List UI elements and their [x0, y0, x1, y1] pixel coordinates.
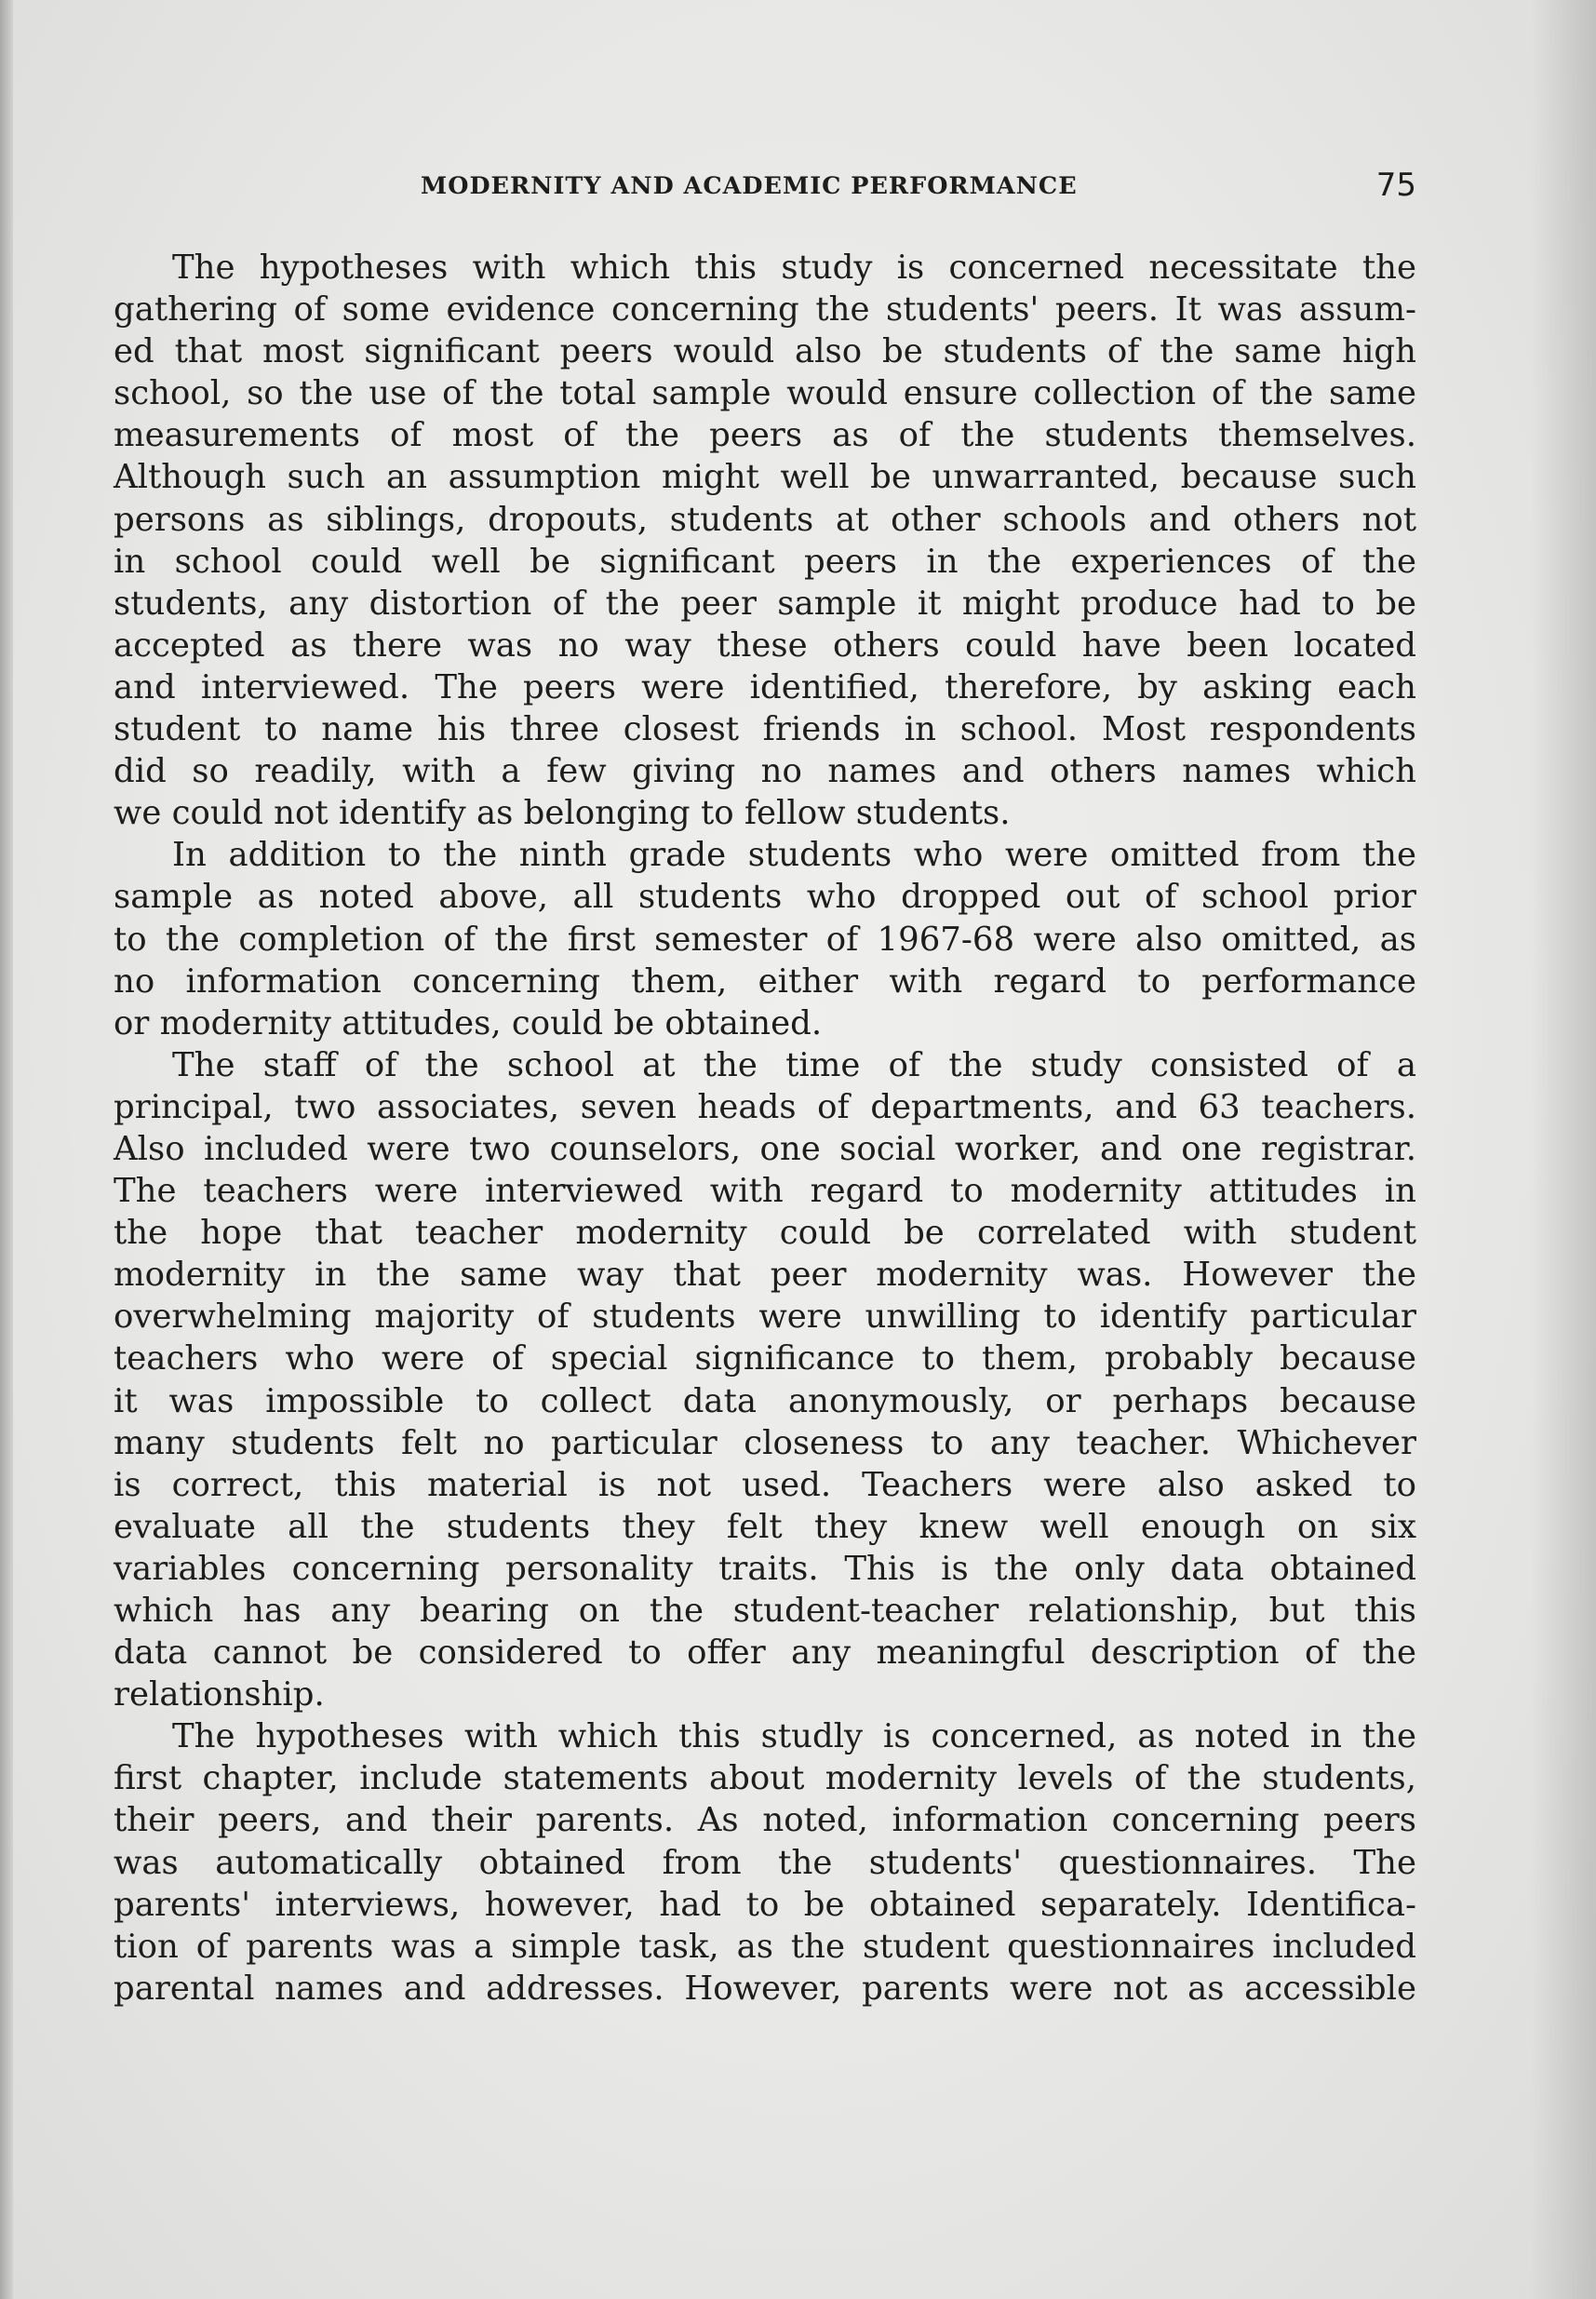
page-number: 75 — [1375, 167, 1416, 204]
text-line: In addition to the ninth grade students who were omitted from the — [172, 836, 1416, 875]
text-line: variables concerning personality traits. This is the only data obtained — [114, 1549, 1416, 1588]
text-line: Although such an assumption might well be unwarranted, because such — [114, 458, 1416, 497]
paragraph-peers — [114, 247, 1416, 834]
text-line: was automatically obtained from the students' questionnaires. The — [114, 1843, 1416, 1882]
text-line: The hypotheses with which this study is concerned necessitate the — [172, 249, 1416, 287]
text-line: gathering of some evidence concerning the students' peers. It was assum- — [114, 290, 1416, 329]
text-line: The hypotheses with which this studly is concerned, as noted in the — [172, 1717, 1416, 1756]
text-line: students, any distortion of the peer sample it might produce had to be — [114, 584, 1416, 623]
text-line: or modernity attitudes, could be obtained. — [114, 1003, 823, 1042]
text-line: did so readily, with a few giving no names and others names which — [114, 752, 1416, 791]
text-line: parents' interviews, however, had to be obtained separately. Identifica- — [114, 1885, 1416, 1924]
text-line: ed that most significant peers would also be students of the same high — [114, 332, 1416, 371]
text-line: school, so the use of the total sample would ensure collection of the same — [114, 374, 1416, 413]
text-line: overwhelming majority of students were unwilling to identify particular — [114, 1297, 1416, 1337]
text-line: which has any bearing on the student-teacher relationship, but this — [114, 1592, 1416, 1630]
text-line: measurements of most of the peers as of the students themselves. — [114, 416, 1416, 455]
text-line: no information concerning them, either with regard to performance — [114, 961, 1416, 1001]
text-line: and interviewed. The peers were identified, therefore, by asking each — [114, 667, 1416, 706]
text-line: their peers, and their parents. As noted, information concerning peers — [114, 1801, 1416, 1840]
text-line: first chapter, include statements about modernity levels of the students, — [114, 1759, 1416, 1798]
text-line: sample as noted above, all students who dropped out of school prior — [114, 878, 1416, 917]
text-line: The staff of the school at the time of the study consisted of a — [172, 1045, 1416, 1084]
body-text — [114, 247, 1416, 2010]
text-line: Also included were two counselors, one social worker, and one registrar. — [114, 1129, 1416, 1168]
paragraph-omitted-students — [114, 834, 1416, 1043]
text-line: it was impossible to collect data anonymously, or perhaps because — [114, 1381, 1416, 1420]
text-line: to the completion of the first semester of 1967-68 were also omitted, as — [114, 920, 1416, 959]
text-line: persons as siblings, dropouts, students at other schools and others not — [114, 500, 1416, 539]
text-line: teachers who were of special significance to them, probably because — [114, 1339, 1416, 1378]
text-line: the hope that teacher modernity could be correlated with student — [114, 1214, 1416, 1253]
text-line: in school could well be significant peers in the experiences of the — [114, 542, 1416, 581]
text-line: relationship. — [114, 1675, 325, 1714]
text-line: many students felt no particular closeness to any teacher. Whichever — [114, 1423, 1416, 1462]
text-line: student to name his three closest friends in school. Most respondents — [114, 710, 1416, 749]
paragraph-staff — [114, 1044, 1416, 1716]
paragraph-parents — [114, 1715, 1416, 2010]
text-line: is correct, this material is not used. Teachers were also asked to — [114, 1465, 1416, 1504]
text-line: modernity in the same way that peer modernity was. However the — [114, 1256, 1416, 1295]
text-line: The teachers were interviewed with regard to modernity attitudes in — [114, 1172, 1416, 1211]
text-line: data cannot be considered to offer any meaningful description of the — [114, 1634, 1416, 1673]
running-title: MODERNITY AND ACADEMIC PERFORMANCE — [421, 172, 1078, 200]
text-line: parental names and addresses. However, parents were not as accessible — [114, 1969, 1416, 2008]
text-line: we could not identify as belonging to fellow students. — [114, 794, 1011, 833]
text-line: evaluate all the students they felt they knew well enough on six — [114, 1507, 1416, 1546]
running-head — [114, 167, 1416, 209]
text-line: tion of parents was a simple task, as the student questionnaires included — [114, 1927, 1416, 1966]
text-line: accepted as there was no way these others could have been located — [114, 625, 1416, 665]
text-line: principal, two associates, seven heads of departments, and 63 teachers. — [114, 1087, 1416, 1126]
